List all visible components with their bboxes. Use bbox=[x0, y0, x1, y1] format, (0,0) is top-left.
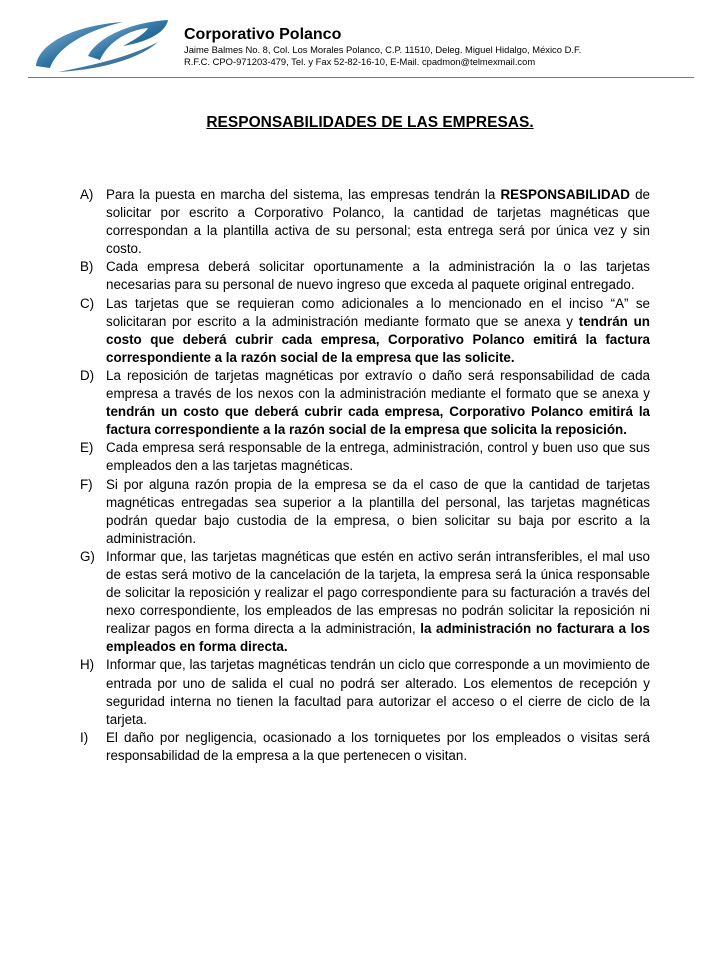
item-marker: G) bbox=[80, 548, 95, 564]
item-text-bold: RESPONSABILIDAD bbox=[500, 187, 630, 202]
company-logo bbox=[28, 16, 173, 74]
item-text bbox=[106, 548, 650, 657]
item-text-bold: tendrán un costo que deberá cubrir cada empresa, Corporativo Polanco emitirá la factura correspondiente a la razón social de la empresa que las solicite. bbox=[106, 313, 650, 365]
item-text-regular: La reposición de tarjetas magnéticas por extravío o daño será responsabilidad de cada empresa a través de los nexos con la administración mediante el formato que se anexa y bbox=[106, 367, 650, 402]
item-marker: F) bbox=[80, 476, 93, 492]
list-item bbox=[80, 476, 650, 548]
item-marker: E) bbox=[80, 440, 94, 456]
company-contact: R.F.C. CPO-971203-479, Tel. y Fax 52-82-16-10, E-Mail. cpadmon@telmexmail.com bbox=[184, 56, 536, 67]
item-text bbox=[106, 729, 650, 765]
item-text-regular: Informar que, las tarjetas magnéticas tendrán un ciclo que corresponde a un movimiento de entrada por uno de salida el cual no podrá ser alterado. Los elementos de recepción y seguridad interna no tienen la facultad para autorizar el acceso o el cierre de ciclo de la tarjeta. bbox=[106, 657, 650, 727]
company-info bbox=[184, 26, 581, 68]
item-marker: I) bbox=[80, 729, 89, 745]
item-text-regular: Cada empresa deberá solicitar oportunamente a la administración la o las tarjetas necesarias para su personal de nuevo ingreso que exceda al paquete original entregado. bbox=[106, 259, 650, 293]
item-text-regular: Las tarjetas que se requieran como adicionales a lo mencionado en el inciso “A” se solicitaran por escrito a la administración mediante formato que se anexa y bbox=[106, 295, 650, 329]
item-text-regular: de solicitar por escrito a Corporativo Polanco, la cantidad de tarjetas magnéticas que correspondan a la plantilla activa de su personal; esta entrega será por única vez y sin costo. bbox=[106, 187, 650, 257]
list-item bbox=[80, 295, 650, 367]
item-marker: D) bbox=[80, 367, 95, 383]
item-marker: C) bbox=[80, 295, 95, 311]
company-name: Corporativo Polanco bbox=[184, 26, 342, 43]
item-text-regular: Si por alguna razón propia de la empresa se da el caso de que la cantidad de tarjetas magnéticas entregadas sea superior a la plantilla del personal, las tarjetas magnéticas podrán quedar bajo custodia de la empresa, o bien solicitar su baja por escrito a la administración. bbox=[106, 476, 650, 546]
item-text bbox=[106, 186, 650, 258]
responsibilities-list bbox=[80, 186, 650, 765]
list-item bbox=[80, 439, 650, 475]
header-divider bbox=[28, 77, 694, 78]
item-text bbox=[106, 656, 650, 728]
item-text bbox=[106, 476, 650, 548]
list-item bbox=[80, 367, 650, 439]
item-text bbox=[106, 295, 650, 367]
item-marker: H) bbox=[80, 657, 95, 673]
list-item bbox=[80, 656, 650, 728]
item-text-regular: El daño por negligencia, ocasionado a los torniquetes por los empleados o visitas será responsabilidad de la empresa a la que pertenecen o visitan. bbox=[106, 729, 650, 763]
item-marker: B) bbox=[80, 259, 94, 275]
item-text-bold: la administración no facturara a los empleados en forma directa. bbox=[106, 621, 651, 655]
item-text-regular: Cada empresa será responsable de la entrega, administración, control y buen uso que sus empleados den a las tarjetas magnéticas. bbox=[106, 440, 650, 474]
list-item bbox=[80, 729, 650, 765]
item-text bbox=[106, 439, 650, 475]
item-text bbox=[106, 258, 650, 294]
item-text bbox=[106, 367, 650, 439]
item-text-bold: tendrán un costo que deberá cubrir cada empresa, Corporativo Polanco emitirá la factura correspondiente a la razón social de la empresa que solicita la reposición. bbox=[106, 404, 650, 438]
list-item bbox=[80, 548, 650, 657]
list-item bbox=[80, 186, 650, 258]
item-text-regular: Para la puesta en marcha del sistema, las empresas tendrán la bbox=[106, 187, 501, 202]
item-text-regular: Informar que, las tarjetas magnéticas que estén en activo serán intransferibles, el mal uso de estas será motivo de la cancelación de la tarjeta, la empresa será la única responsable de solicitar la reposición y realizar el pago correspondiente para su facturación a través del nexo correspondiente, los empleados de las empresas no podrán solicitar la reposición ni realizar pagos en forma directa a la administración, bbox=[106, 548, 650, 637]
company-address: Jaime Balmes No. 8, Col. Los Morales Polanco, C.P. 11510, Deleg. Miguel Hidalgo, México D.F. bbox=[184, 44, 582, 55]
document-title: RESPONSABILIDADES DE LAS EMPRESAS. bbox=[206, 114, 534, 131]
item-marker: A) bbox=[80, 187, 94, 202]
list-item bbox=[80, 258, 650, 294]
letterhead bbox=[28, 14, 700, 78]
